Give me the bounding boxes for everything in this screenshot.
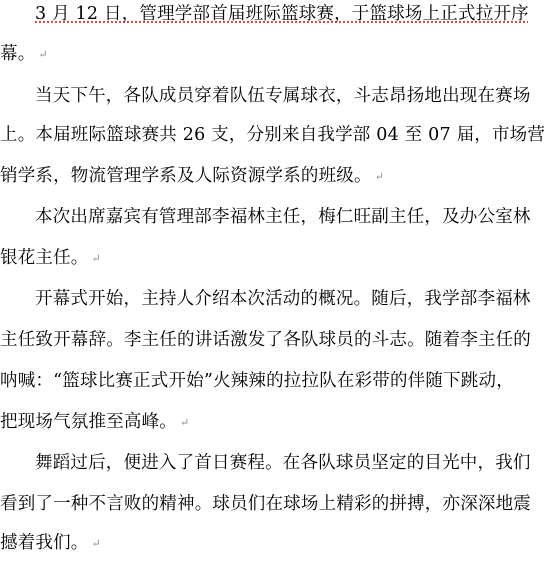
line-text: 当天下午，各队成员穿着队伍专属球衣，斗志昂扬地出现在赛场 (35, 86, 531, 106)
paragraph-2-line-2 (0, 117, 545, 153)
line-text: 撼着我们。 (0, 533, 89, 553)
paragraph-mark-icon: ↵ (38, 48, 48, 61)
paragraph-1-line-1 (35, 0, 529, 32)
paragraph-2-line-3 (0, 158, 384, 194)
paragraph-4-line-4 (0, 404, 189, 440)
line-text: 幕。 (0, 44, 36, 64)
paragraph-3-line-1 (35, 199, 531, 235)
line-text: 舞蹈过后，便进入了首日赛程。在各队球员坚定的目光中，我们 (35, 453, 531, 473)
paragraph-3-line-2 (0, 240, 101, 276)
line-text: 看到了一种不言败的精神。球员们在球场上精彩的拼搏，亦深深地震 (0, 494, 531, 514)
line-text: 把现场气氛推至高峰。 (0, 412, 177, 432)
line-text: 主任致开幕辞。李主任的讲话激发了各队球员的斗志。随着李主任的 (0, 330, 531, 350)
line-text: 银花主任。 (0, 248, 89, 268)
paragraph-mark-icon: ↵ (91, 252, 101, 265)
paragraph-2-line-1 (35, 78, 531, 114)
line-text: 3 月 12 日，管理学部首届班际篮球赛，于篮球场上正式拉开序 (35, 4, 529, 24)
line-text: 本次出席嘉宾有管理部李福林主任，梅仁旺副主任，及办公室林 (35, 207, 531, 227)
paragraph-4-line-2 (0, 322, 531, 358)
paragraph-4-line-3 (0, 363, 514, 399)
line-text: 开幕式开始，主持人介绍本次活动的概况。随后，我学部李福林 (35, 289, 531, 309)
paragraph-5-line-3 (0, 525, 101, 561)
paragraph-5-line-2 (0, 486, 531, 522)
paragraph-mark-icon: ↵ (180, 416, 190, 429)
paragraph-5-line-1 (35, 445, 531, 481)
paragraph-4-line-1 (35, 281, 531, 317)
line-text: 上。本届班际篮球赛共 26 支，分别来自我学部 04 至 07 届，市场营 (0, 125, 546, 145)
paragraph-mark-icon: ↵ (374, 170, 385, 183)
paragraph-1-line-2 (0, 36, 48, 72)
paragraph-mark-icon: ↵ (91, 537, 101, 550)
line-text: 呐喊：“篮球比赛正式开始”火辣辣的拉拉队在彩带的伴随下跳动， (0, 371, 514, 391)
line-text: 销学系，物流管理学系及人际资源学系的班级。 (0, 166, 372, 186)
